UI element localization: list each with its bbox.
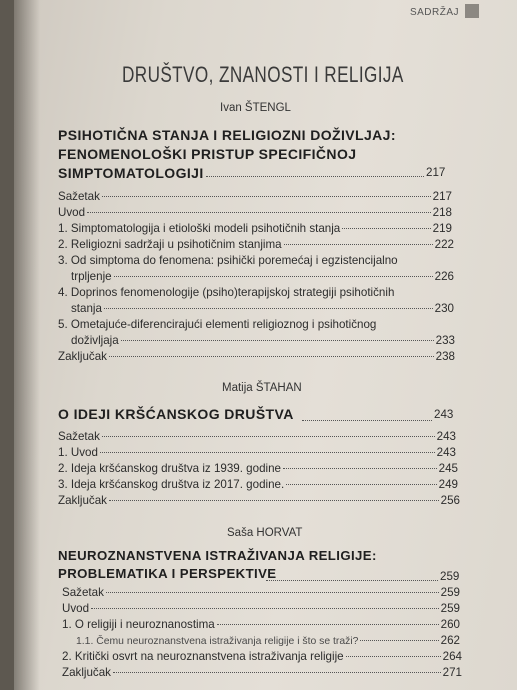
toc-entry	[76, 634, 460, 647]
article-author: Saša HORVAT	[227, 527, 303, 539]
article-title	[58, 405, 294, 424]
toc-entry-label: Uvod	[62, 602, 90, 615]
toc-entry-page: 226	[434, 270, 454, 283]
leader-dots	[266, 580, 438, 581]
toc-entry-page: 271	[442, 666, 462, 679]
toc-entry-label: 3. Od simptoma do fenomena: psihički poremećaj i egzistencijalno	[58, 254, 398, 267]
toc-entry-page: 218	[432, 206, 452, 219]
leader-dots	[109, 500, 439, 501]
article-title-line: PROBLEMATIKA I PERSPEKTIVE	[58, 566, 277, 581]
toc-entry	[58, 494, 460, 507]
article-title-line: SIMPTOMATOLOGIJI	[58, 165, 204, 181]
toc-entry	[71, 334, 455, 347]
toc-entry-page: 259	[440, 602, 460, 615]
toc-entry-label: 1. Simptomatologija i etiološki modeli psihotičnih stanja	[58, 222, 341, 235]
leader-dots	[106, 592, 439, 593]
toc-entry-label: 3. Ideja kršćanskog društva iz 2017. godine.	[58, 478, 285, 491]
toc-entry-label: Zaključak	[58, 494, 107, 507]
leader-dots	[360, 640, 438, 641]
leader-dots	[121, 340, 434, 341]
toc-entry	[62, 666, 462, 679]
leader-dots	[87, 212, 431, 213]
toc-entry-page: 233	[435, 334, 455, 347]
toc-entry	[58, 430, 456, 443]
toc-entry	[58, 462, 458, 475]
leader-dots	[342, 228, 430, 229]
toc-entry	[58, 206, 452, 219]
article-title-line: PSIHOTIČNA STANJA I RELIGIOZNI DOŽIVLJAJ:	[58, 127, 396, 143]
article-title-line: O IDEJI KRŠĆANSKOG DRUŠTVA	[58, 406, 294, 422]
leader-dots	[286, 484, 436, 485]
toc-entry	[58, 478, 458, 491]
article-author: Ivan ŠTENGL	[220, 102, 291, 114]
toc-entry	[62, 586, 460, 599]
toc-entry-label: 1. O religiji i neuroznanostima	[62, 618, 215, 631]
toc-entry-label: 4. Doprinos fenomenologije (psiho)terapijskoj strategiji psihotičnih	[58, 286, 395, 299]
toc-entry-label: Sažetak	[58, 190, 100, 203]
corner-mark	[465, 4, 479, 18]
toc-entry-page: 230	[434, 302, 454, 315]
toc-entry	[58, 222, 452, 235]
toc-entry-label: Zaključak	[62, 666, 111, 679]
running-head: SADRŽAJ	[409, 7, 459, 18]
toc-entry-page: 238	[435, 350, 455, 363]
leader-dots	[114, 276, 433, 277]
leader-dots	[102, 196, 431, 197]
leader-dots	[113, 672, 441, 673]
toc-entry	[62, 650, 462, 663]
leader-dots	[302, 420, 432, 421]
toc-entry-label: Uvod	[58, 206, 86, 219]
toc-entry-label: Sažetak	[62, 586, 104, 599]
toc-entry-label-cont: trpljenje	[71, 270, 112, 283]
toc-entry-label: 1. Uvod	[58, 446, 98, 459]
leader-dots	[102, 436, 435, 437]
toc-entry-page: 219	[432, 222, 452, 235]
toc-entry	[71, 270, 454, 283]
toc-entry-label: 1.1. Čemu neuroznanstvena istraživanja religije i što se traži?	[76, 636, 359, 647]
article-title	[58, 126, 396, 183]
leader-dots	[206, 176, 424, 177]
leader-dots	[283, 468, 437, 469]
article-title-page: 243	[434, 408, 454, 421]
article-title-line: NEUROZNANSTVENA ISTRAŽIVANJA RELIGIJE:	[58, 548, 377, 563]
toc-entry-page: 249	[438, 478, 458, 491]
toc-entry-page: 245	[438, 462, 458, 475]
toc-entry-page: 222	[434, 238, 454, 251]
book-page	[14, 0, 517, 690]
toc-entry-label: Zaključak	[58, 350, 107, 363]
leader-dots	[104, 308, 433, 309]
toc-entry	[62, 602, 460, 615]
article-author: Matija ŠTAHAN	[222, 382, 302, 394]
toc-entry-page: 264	[442, 650, 462, 663]
leader-dots	[91, 608, 439, 609]
article-title	[58, 547, 377, 583]
toc-entry-label: 2. Religiozni sadržaji u psihotičnim stanjima	[58, 238, 282, 251]
toc-entry	[58, 238, 454, 251]
toc-entry-page: 259	[440, 586, 460, 599]
toc-entry	[62, 618, 460, 631]
toc-entry-page: 217	[432, 190, 452, 203]
leader-dots	[100, 452, 435, 453]
toc-entry-page: 260	[440, 618, 460, 631]
leader-dots	[284, 244, 433, 245]
toc-entry-label-cont: doživljaja	[71, 334, 119, 347]
toc-entry-label-cont: stanja	[71, 302, 102, 315]
toc-entry	[58, 350, 455, 363]
toc-entry	[71, 302, 454, 315]
spine-shadow	[14, 0, 40, 690]
toc-entry-label: 2. Ideja kršćanskog društva iz 1939. godine	[58, 462, 281, 475]
toc-entry-page: 256	[440, 494, 460, 507]
toc-entry-label: 5. Ometajuće-diferencirajući elementi religioznog i psihotičnog	[58, 318, 377, 331]
toc-entry-label: Sažetak	[58, 430, 100, 443]
toc-entry	[58, 446, 456, 459]
leader-dots	[346, 656, 441, 657]
toc-entry-label: 2. Kritički osvrt na neuroznanstvena istraživanja religije	[62, 650, 344, 663]
article-title-line: FENOMENOLOŠKI PRISTUP SPECIFIČNOJ	[58, 146, 357, 162]
section-title: DRUŠTVO, ZNANOSTI I RELIGIJA	[122, 62, 404, 87]
toc-entry	[58, 190, 452, 203]
toc-entry-page: 243	[436, 430, 456, 443]
leader-dots	[109, 356, 434, 357]
article-title-page: 217	[426, 166, 446, 179]
leader-dots	[217, 624, 439, 625]
toc-entry-page: 262	[440, 634, 460, 647]
toc-entry-page: 243	[436, 446, 456, 459]
article-title-page: 259	[440, 570, 460, 583]
